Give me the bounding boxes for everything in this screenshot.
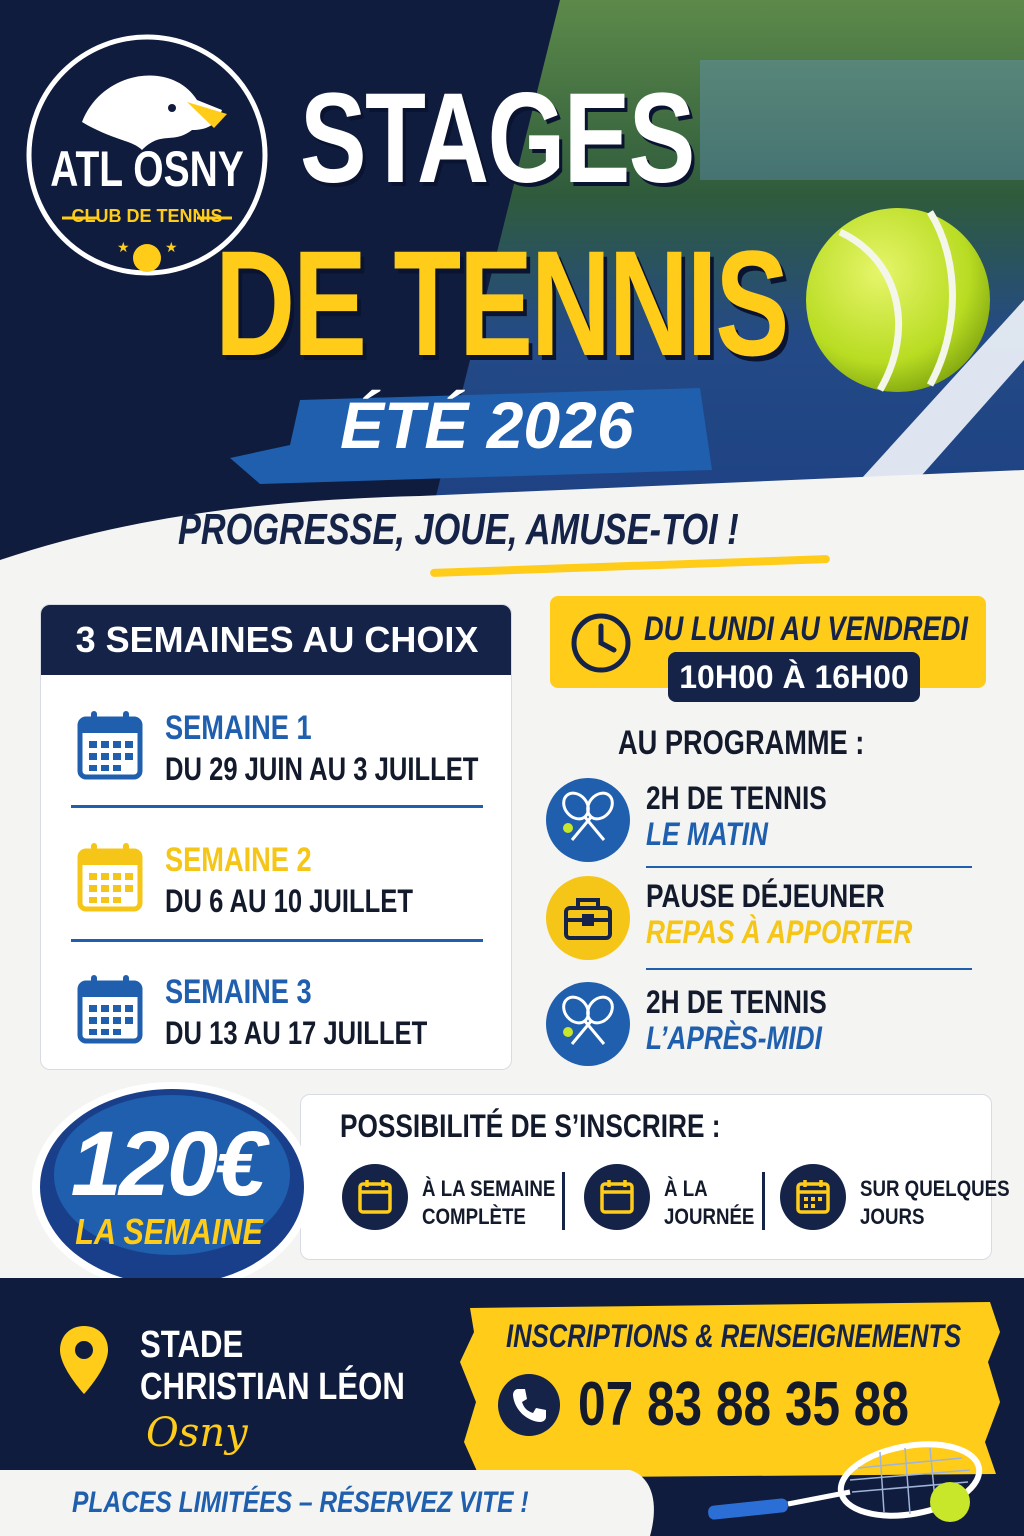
- options-title: POSSIBILITÉ DE S’INSCRIRE :: [340, 1108, 721, 1144]
- tennis-racket-icon: [700, 1440, 1000, 1536]
- week-title: SEMAINE 1: [165, 709, 312, 747]
- week-item: [41, 689, 512, 819]
- season-label: ÉTÉ 2026: [340, 388, 634, 462]
- programme-item-title: 2H DE TENNIS: [646, 984, 827, 1020]
- option-item: [780, 1164, 1010, 1234]
- programme-item-sub: LE MATIN: [646, 816, 768, 852]
- weeks-card: [40, 604, 512, 1070]
- schedule-hours: 10H00 À 16H00: [668, 652, 920, 702]
- calendar-icon: [77, 841, 143, 913]
- week-title: SEMAINE 2: [165, 841, 312, 879]
- week-item: [41, 821, 512, 951]
- contact-title: INSCRIPTIONS & RENSEIGNEMENTS: [506, 1318, 962, 1354]
- svg-text:★: ★: [165, 239, 178, 255]
- programme-item: [546, 876, 976, 976]
- price-unit: LA SEMAINE: [75, 1211, 263, 1252]
- location-pin-icon: [58, 1324, 110, 1396]
- svg-text:★: ★: [117, 239, 130, 255]
- option-line1: SUR QUELQUES: [860, 1176, 1010, 1201]
- hero-banner: [0, 0, 1024, 590]
- divider: [762, 1172, 765, 1230]
- phone-icon: [496, 1372, 562, 1438]
- option-line2: JOURNÉE: [664, 1204, 755, 1229]
- crossed-rackets-icon: [546, 778, 630, 862]
- divider: [71, 939, 483, 942]
- calendar-icon: [342, 1164, 408, 1230]
- calendar-icon: [77, 709, 143, 781]
- programme-item: [546, 778, 976, 878]
- calendar-icon: [584, 1164, 650, 1230]
- option-line2: JOURS: [860, 1204, 925, 1229]
- crossed-rackets-icon: [546, 982, 630, 1066]
- programme-item-title: 2H DE TENNIS: [646, 780, 827, 816]
- divider: [562, 1172, 565, 1230]
- price-value: 120€: [70, 1113, 264, 1215]
- venue-line2: CHRISTIAN LÉON: [140, 1366, 405, 1408]
- programme-item-sub: L’APRÈS-MIDI: [646, 1020, 822, 1056]
- venue-city: Osny: [146, 1410, 248, 1456]
- divider: [646, 968, 972, 970]
- venue-line1: STADE: [140, 1324, 244, 1366]
- club-name: ATL OSNY: [50, 141, 244, 197]
- programme-item-sub: REPAS À APPORTER: [646, 914, 913, 950]
- club-subtitle: CLUB DE TENNIS: [71, 206, 223, 226]
- clock-icon: [570, 612, 632, 674]
- divider: [646, 866, 972, 868]
- title-stages: STAGES: [300, 67, 694, 210]
- week-title: SEMAINE 3: [165, 973, 312, 1011]
- option-item: [342, 1164, 562, 1234]
- schedule-days: DU LUNDI AU VENDREDI: [644, 610, 968, 648]
- option-line2: COMPLÈTE: [422, 1204, 526, 1229]
- weeks-header: 3 SEMAINES AU CHOIX: [41, 605, 512, 675]
- week-dates: DU 6 AU 10 JUILLET: [165, 883, 413, 919]
- week-item: [41, 953, 512, 1070]
- logo-ball-icon: [133, 244, 161, 272]
- programme-item: [546, 982, 976, 1082]
- lunchbox-icon: [546, 876, 630, 960]
- week-dates: DU 13 AU 17 JUILLET: [165, 1015, 428, 1051]
- option-line1: À LA SEMAINE: [422, 1176, 556, 1201]
- title-de-tennis: DE TENNIS: [215, 219, 788, 387]
- tennis-ball-icon: [930, 1482, 970, 1522]
- programme-item-title: PAUSE DÉJEUNER: [646, 878, 885, 914]
- calendar-icon: [780, 1164, 846, 1230]
- divider: [71, 805, 483, 808]
- phone-number[interactable]: 07 83 88 35 88: [578, 1370, 909, 1439]
- tagline: PROGRESSE, JOUE, AMUSE-TOI !: [178, 505, 739, 554]
- option-line1: À LA: [664, 1176, 708, 1201]
- calendar-icon: [77, 973, 143, 1045]
- limited-places-note: PLACES LIMITÉES – RÉSERVEZ VITE !: [72, 1486, 529, 1519]
- week-dates: DU 29 JUIN AU 3 JUILLET: [165, 751, 479, 787]
- programme-title: AU PROGRAMME :: [618, 724, 865, 762]
- option-item: [584, 1164, 754, 1234]
